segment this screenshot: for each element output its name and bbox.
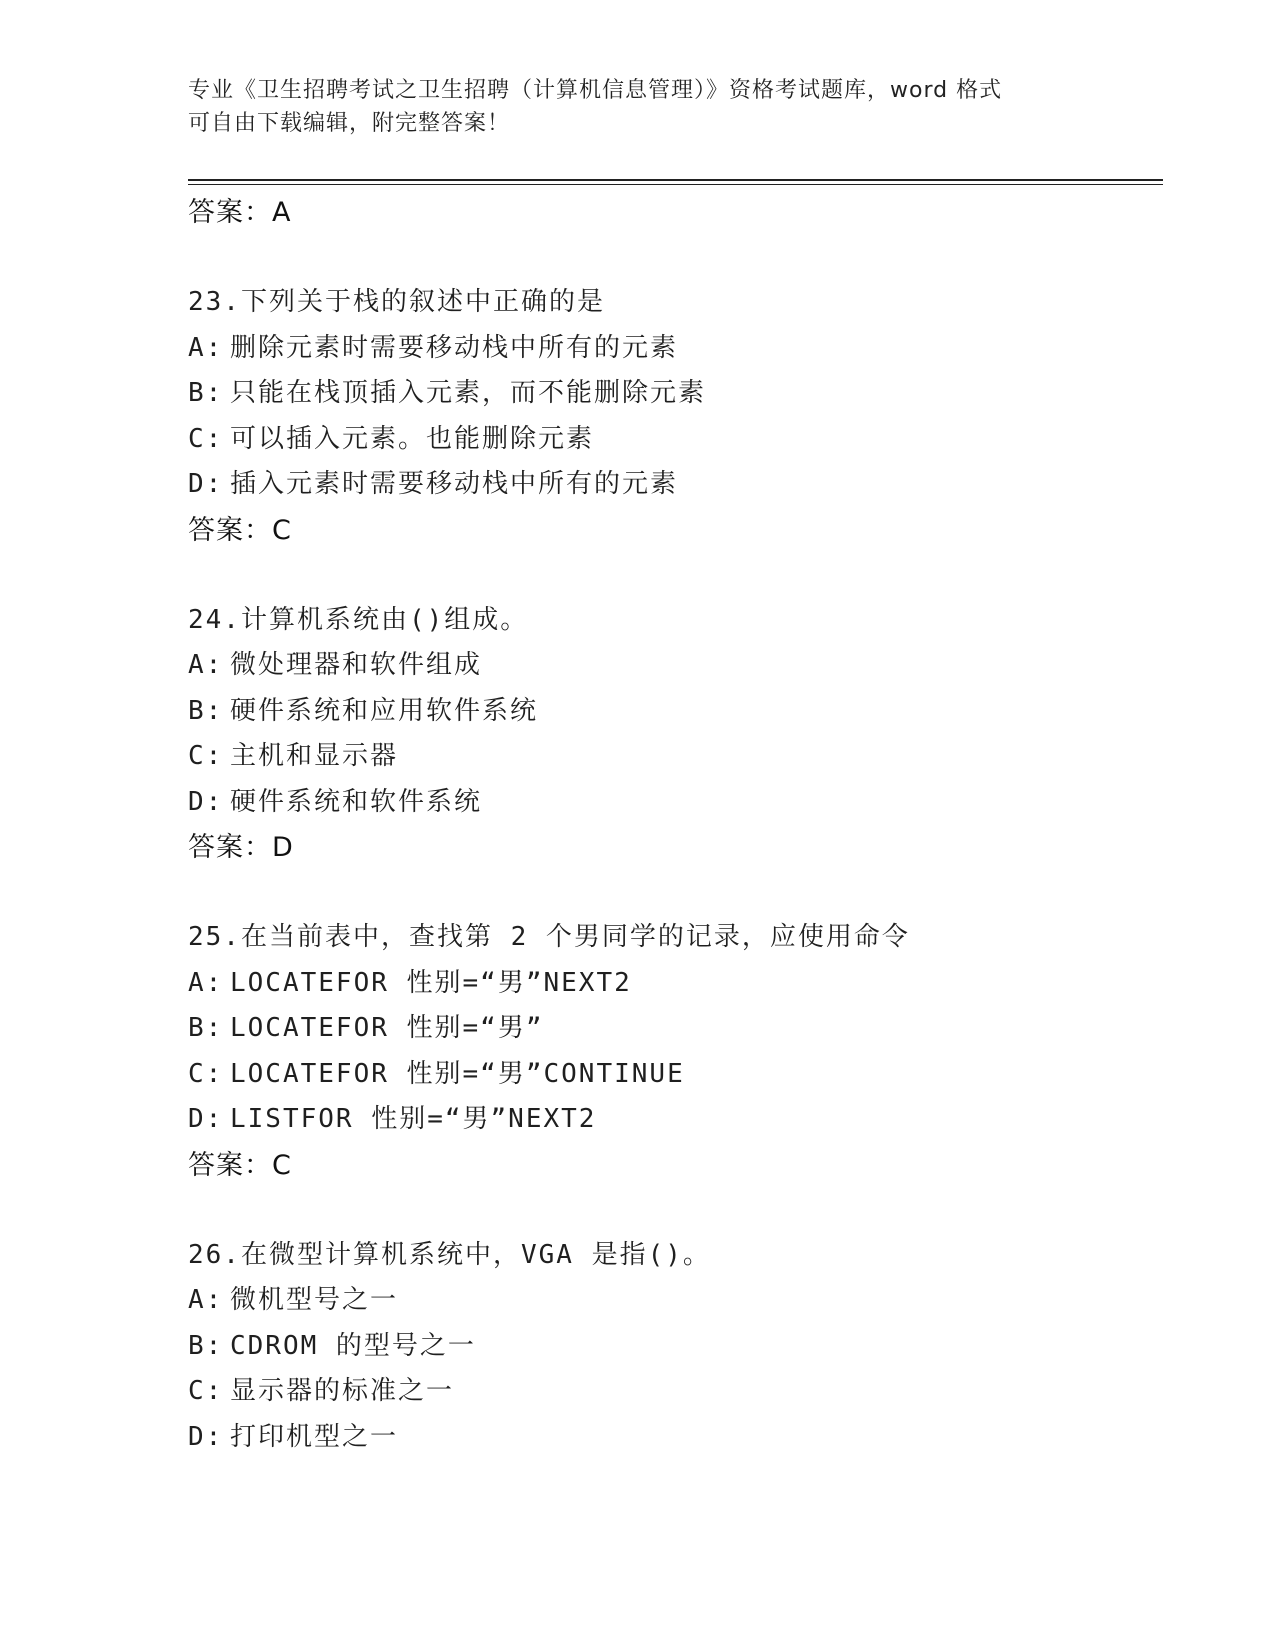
option-text: LOCATEFOR 性别=“男”NEXT2 xyxy=(230,967,632,998)
option-text: CDROM 的型号之一 xyxy=(230,1330,476,1361)
option-d xyxy=(188,1415,1168,1461)
header-line-2: 可自由下载编辑，附完整答案！ xyxy=(188,111,511,136)
option-text: 可以插入元素。也能删除元素 xyxy=(230,423,595,454)
option-a xyxy=(188,326,1168,372)
option-c xyxy=(188,1369,1168,1415)
header-rule-thin xyxy=(188,184,1163,185)
option-b xyxy=(188,1006,1168,1052)
option-letter: A: xyxy=(188,650,224,680)
option-d xyxy=(188,780,1168,826)
question-23 xyxy=(188,280,1168,553)
question-stem: 24.计算机系统由()组成。 xyxy=(188,604,529,635)
header-rule-thick xyxy=(188,179,1163,181)
option-c xyxy=(188,1052,1168,1098)
option-letter: C: xyxy=(188,1058,224,1089)
option-letter: B: xyxy=(188,695,224,726)
option-letter: D: xyxy=(188,786,224,817)
option-text: LOCATEFOR 性别=“男” xyxy=(230,1013,544,1043)
option-letter: A: xyxy=(188,967,224,998)
option-letter: B: xyxy=(188,1013,224,1043)
question-24 xyxy=(188,598,1168,871)
option-text: 删除元素时需要移动栈中所有的元素 xyxy=(230,332,679,363)
option-a xyxy=(188,1278,1168,1324)
option-letter: D: xyxy=(188,1421,224,1452)
option-letter: D: xyxy=(188,1104,224,1134)
option-text: 主机和显示器 xyxy=(230,741,399,771)
header-line-1: 专业《卫生招聘考试之卫生招聘（计算机信息管理）》资格考试题库，word 格式 xyxy=(188,78,1003,103)
option-letter: B: xyxy=(188,1330,224,1361)
option-d xyxy=(188,1097,1168,1143)
option-text: 打印机型之一 xyxy=(230,1421,399,1452)
option-text: LOCATEFOR 性别=“男”CONTINUE xyxy=(230,1058,685,1089)
option-letter: A: xyxy=(188,332,224,363)
question-26 xyxy=(188,1233,1168,1461)
option-text: 硬件系统和应用软件系统 xyxy=(230,695,539,726)
answer-line: 答案：A xyxy=(188,197,292,228)
option-letter: C: xyxy=(188,423,224,454)
option-text: 微处理器和软件组成 xyxy=(230,650,483,680)
option-text: 硬件系统和软件系统 xyxy=(230,786,483,817)
option-text: 显示器的标准之一 xyxy=(230,1376,455,1406)
option-letter: C: xyxy=(188,741,224,771)
option-text: 微机型号之一 xyxy=(230,1285,399,1315)
question-25 xyxy=(188,915,1168,1188)
option-a xyxy=(188,643,1168,689)
option-b xyxy=(188,689,1168,735)
option-letter: D: xyxy=(188,469,224,499)
option-b xyxy=(188,1324,1168,1370)
question-stem: 26.在微型计算机系统中，VGA 是指()。 xyxy=(188,1239,711,1270)
question-stem: 25.在当前表中，查找第 2 个男同学的记录，应使用命令 xyxy=(188,922,910,952)
option-c xyxy=(188,417,1168,463)
option-a xyxy=(188,961,1168,1007)
option-text: LISTFOR 性别=“男”NEXT2 xyxy=(230,1104,597,1134)
document-header xyxy=(188,74,1088,140)
option-text: 只能在栈顶插入元素，而不能删除元素 xyxy=(230,378,707,408)
option-b xyxy=(188,371,1168,417)
option-letter: C: xyxy=(188,1376,224,1406)
answer-line: 答案：C xyxy=(188,1149,292,1181)
option-c xyxy=(188,734,1168,780)
answer-line: 答案：C xyxy=(188,514,292,546)
option-text: 插入元素时需要移动栈中所有的元素 xyxy=(230,469,679,499)
answer-line: 答案：D xyxy=(188,832,294,863)
option-d xyxy=(188,462,1168,508)
question-list xyxy=(188,190,1168,1460)
option-letter: A: xyxy=(188,1285,224,1315)
question-stem: 23.下列关于栈的叙述中正确的是 xyxy=(188,287,605,317)
option-letter: B: xyxy=(188,378,224,408)
